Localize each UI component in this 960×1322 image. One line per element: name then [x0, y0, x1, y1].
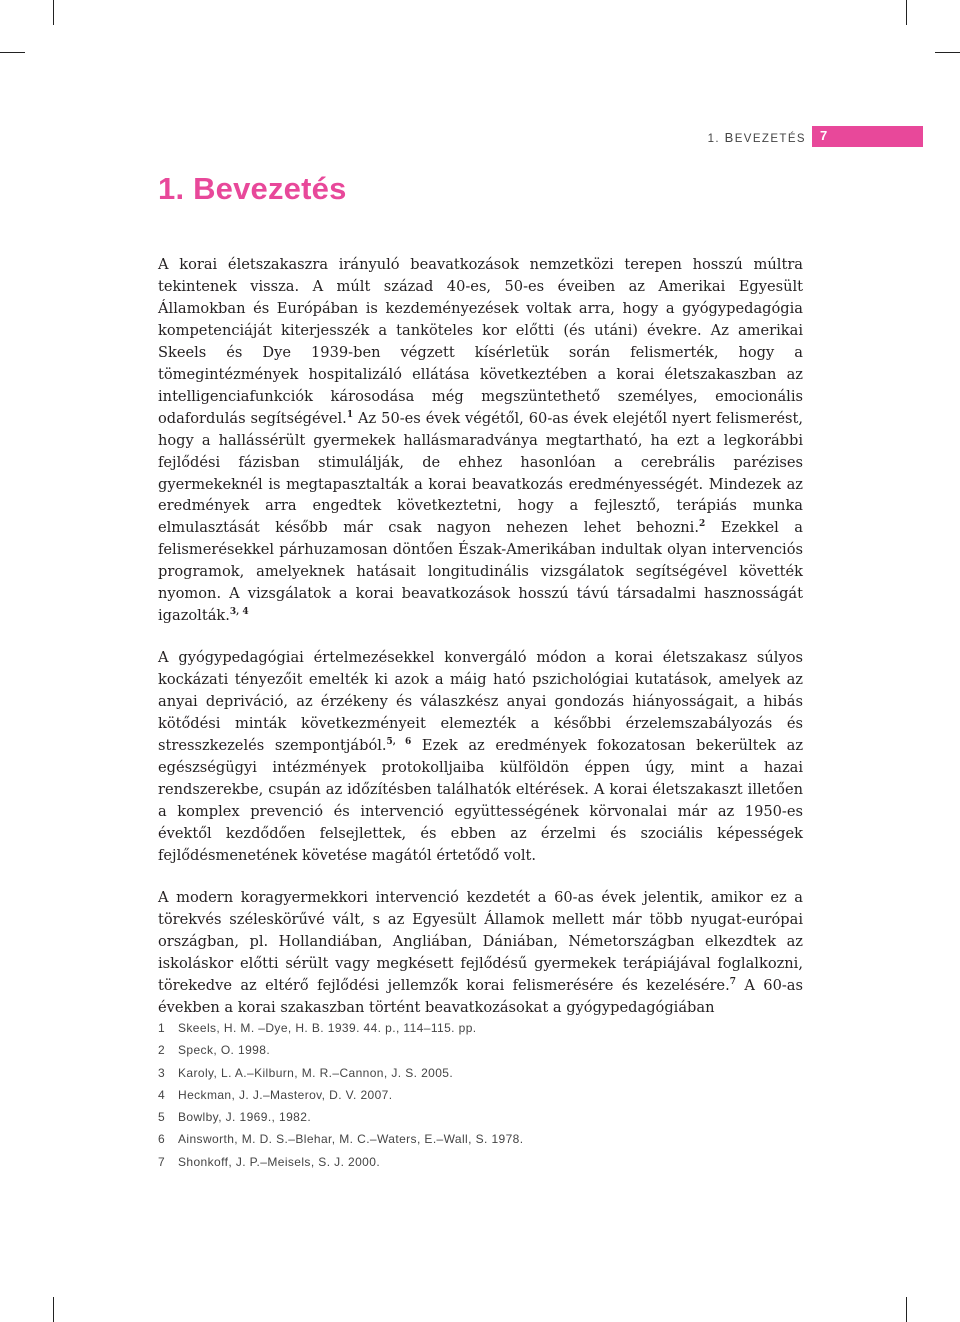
- footnote-number: 6: [158, 1132, 166, 1147]
- footnote-number: 3: [158, 1065, 166, 1080]
- footnote: [158, 1131, 803, 1153]
- footnote-ref[interactable]: 3, 4: [229, 607, 249, 618]
- footnote: [158, 1087, 803, 1109]
- crop-mark: [53, 0, 54, 25]
- paragraph-text: A korai életszakaszra irányuló beavatkozások nemzetközi terepen hosszú múltra tekintenek vissza. A múlt század 40-es, 50-es éveiben az Amerikai Egyesült Államokban és Európában is kezdeményezések voltak arra, hogy a gyógypedagógia kompetenciáját kiterjesszék a tanköteles kor előtti (és utáni) évekre. Az amerikai Skeels és Dye 1939-ben végzett kísérletük során felismerték, hogy a tömegintézmények hospitalizáló ellátása következtében a korai életszakaszban az intelligenciafunkciók károsodása még megszüntethető személyes, emocionális odafordulás segítségével.: [158, 256, 803, 427]
- chapter-title: 1. Bevezetés: [158, 171, 347, 206]
- header-chapter-number: 1.: [707, 133, 721, 145]
- page-number-box: [812, 126, 923, 147]
- crop-mark: [0, 52, 25, 53]
- body-text: [158, 254, 803, 1038]
- footnote-number: 2: [158, 1043, 166, 1058]
- crop-mark: [906, 0, 907, 25]
- footnote-number: 7: [158, 1154, 166, 1169]
- footnote: [158, 1109, 803, 1131]
- footnotes-list: [158, 1020, 803, 1176]
- paragraph-text: Az 50-es évek végétől, 60-as évek elejétől nyert felismerést, hogy a hallássérült gyermekek hallásmaradványa megtartható, ha ezt a legkorábbi fejlődési fázisban stimulálják, de ehhez hasonlóan a cerebrális parézises gyermekeknél is megtapasztalták a korai beavatkozás eredményességét. Mindezek az eredmények arra engedtek következtetni, hogy a fejlesztő, terápiás munka elmulasztását később már csak nagyon nehezen lehet behozni.: [158, 409, 803, 537]
- footnote-text: Heckman, J. J.–Masterov, D. V. 2007.: [178, 1087, 393, 1102]
- footnote-number: 4: [158, 1087, 166, 1102]
- footnote-number: 1: [158, 1021, 166, 1035]
- paragraph-text: A gyógypedagógiai értelmezésekkel konvergáló módon a korai életszakasz súlyos kockázati tényezőit emelték ki azok a máig ható pszichológiai kutatások, amelyek az anyai depriváció, az érzékeny és válaszkész anyai gondozás hiányosságait, a hibás kötődési minták következményeit elemezték a későbbi érzelemszabályozás és stresszkezelés szempontjából.: [158, 649, 803, 755]
- footnote: [158, 1020, 803, 1042]
- paragraph-text: A modern koragyermekkori intervenció kezdetét a 60-as évek jelentik, amikor ez a törekvés széleskörűvé vált, s az Egyesült Államok mellett már több nyugat-európai országban, pl. Hollandiában, Angliában, Dániában, Németországban elkezdtek az iskoláskor előtti sérült vagy megkésett fejlődésű gyermekek terápiájával foglalkozni, törekedve az eltérő fejlődési jellemzők korai felismerésére és kezelésére.: [158, 888, 803, 994]
- footnote-ref[interactable]: 5, 6: [386, 737, 412, 748]
- footnote-text: Skeels, H. M. –Dye, H. B. 1939. 44. p., 114–115. pp.: [178, 1021, 477, 1035]
- crop-mark: [906, 1297, 907, 1322]
- footnote: [158, 1065, 803, 1087]
- page-number: 7: [820, 128, 828, 143]
- footnote-text: Speck, O. 1998.: [178, 1043, 271, 1058]
- crop-mark: [53, 1297, 54, 1322]
- paragraph-text: Ezekkel a felismerésekkel párhuzamosan döntően Észak-Amerikában indultak olyan intervenciós programok, amelyeknek hatásait longitudinális vizsgálatok segítségével követték nyomon. A vizsgálatok a korai beavatkozások hosszú távú társadalmi hasznosságát igazolták.: [158, 519, 803, 625]
- paragraph: [158, 647, 803, 867]
- footnote-text: Karoly, L. A.–Kilburn, M. R.–Cannon, J. S. 2005.: [178, 1065, 454, 1080]
- crop-mark: [935, 52, 960, 53]
- footnote: [158, 1042, 803, 1064]
- footnote-number: 5: [158, 1110, 166, 1125]
- footnote-text: Ainsworth, M. D. S.–Blehar, M. C.–Waters, E.–Wall, S. 1978.: [178, 1132, 524, 1147]
- paragraph: [158, 887, 803, 1019]
- footnote-text: Bowlby, J. 1969., 1982.: [178, 1110, 312, 1125]
- footnote-ref[interactable]: 2: [699, 519, 706, 530]
- paragraph-text: Ezek az eredmények fokozatosan bekerültek az egészségügyi intézmények protokolljaiba külföldön éppen úgy, mint a hazai rendszerekbe, csupán az időzítésben találhatók eltérések. A korai életszakaszt illetően a komplex prevenció és intervenció együttességének körvonalai már az 1950-es évektől kezdődően felsejlettek, és ebben az érzelmi és szociális képességek fejlődésmenetének követése magától értetődő volt.: [158, 737, 804, 864]
- footnote-ref[interactable]: 7: [729, 976, 736, 987]
- running-header: [700, 130, 806, 145]
- header-chapter-name: BEVEZETÉS: [724, 130, 806, 145]
- footnote: [158, 1154, 803, 1176]
- paragraph-text: A 60-as években a korai szakaszban történt beavatkozásokat a gyógypedagógiában: [158, 976, 803, 1016]
- footnote-text: Shonkoff, J. P.–Meisels, S. J. 2000.: [178, 1154, 381, 1169]
- paragraph: [158, 254, 803, 627]
- footnote-ref[interactable]: 1: [346, 409, 354, 420]
